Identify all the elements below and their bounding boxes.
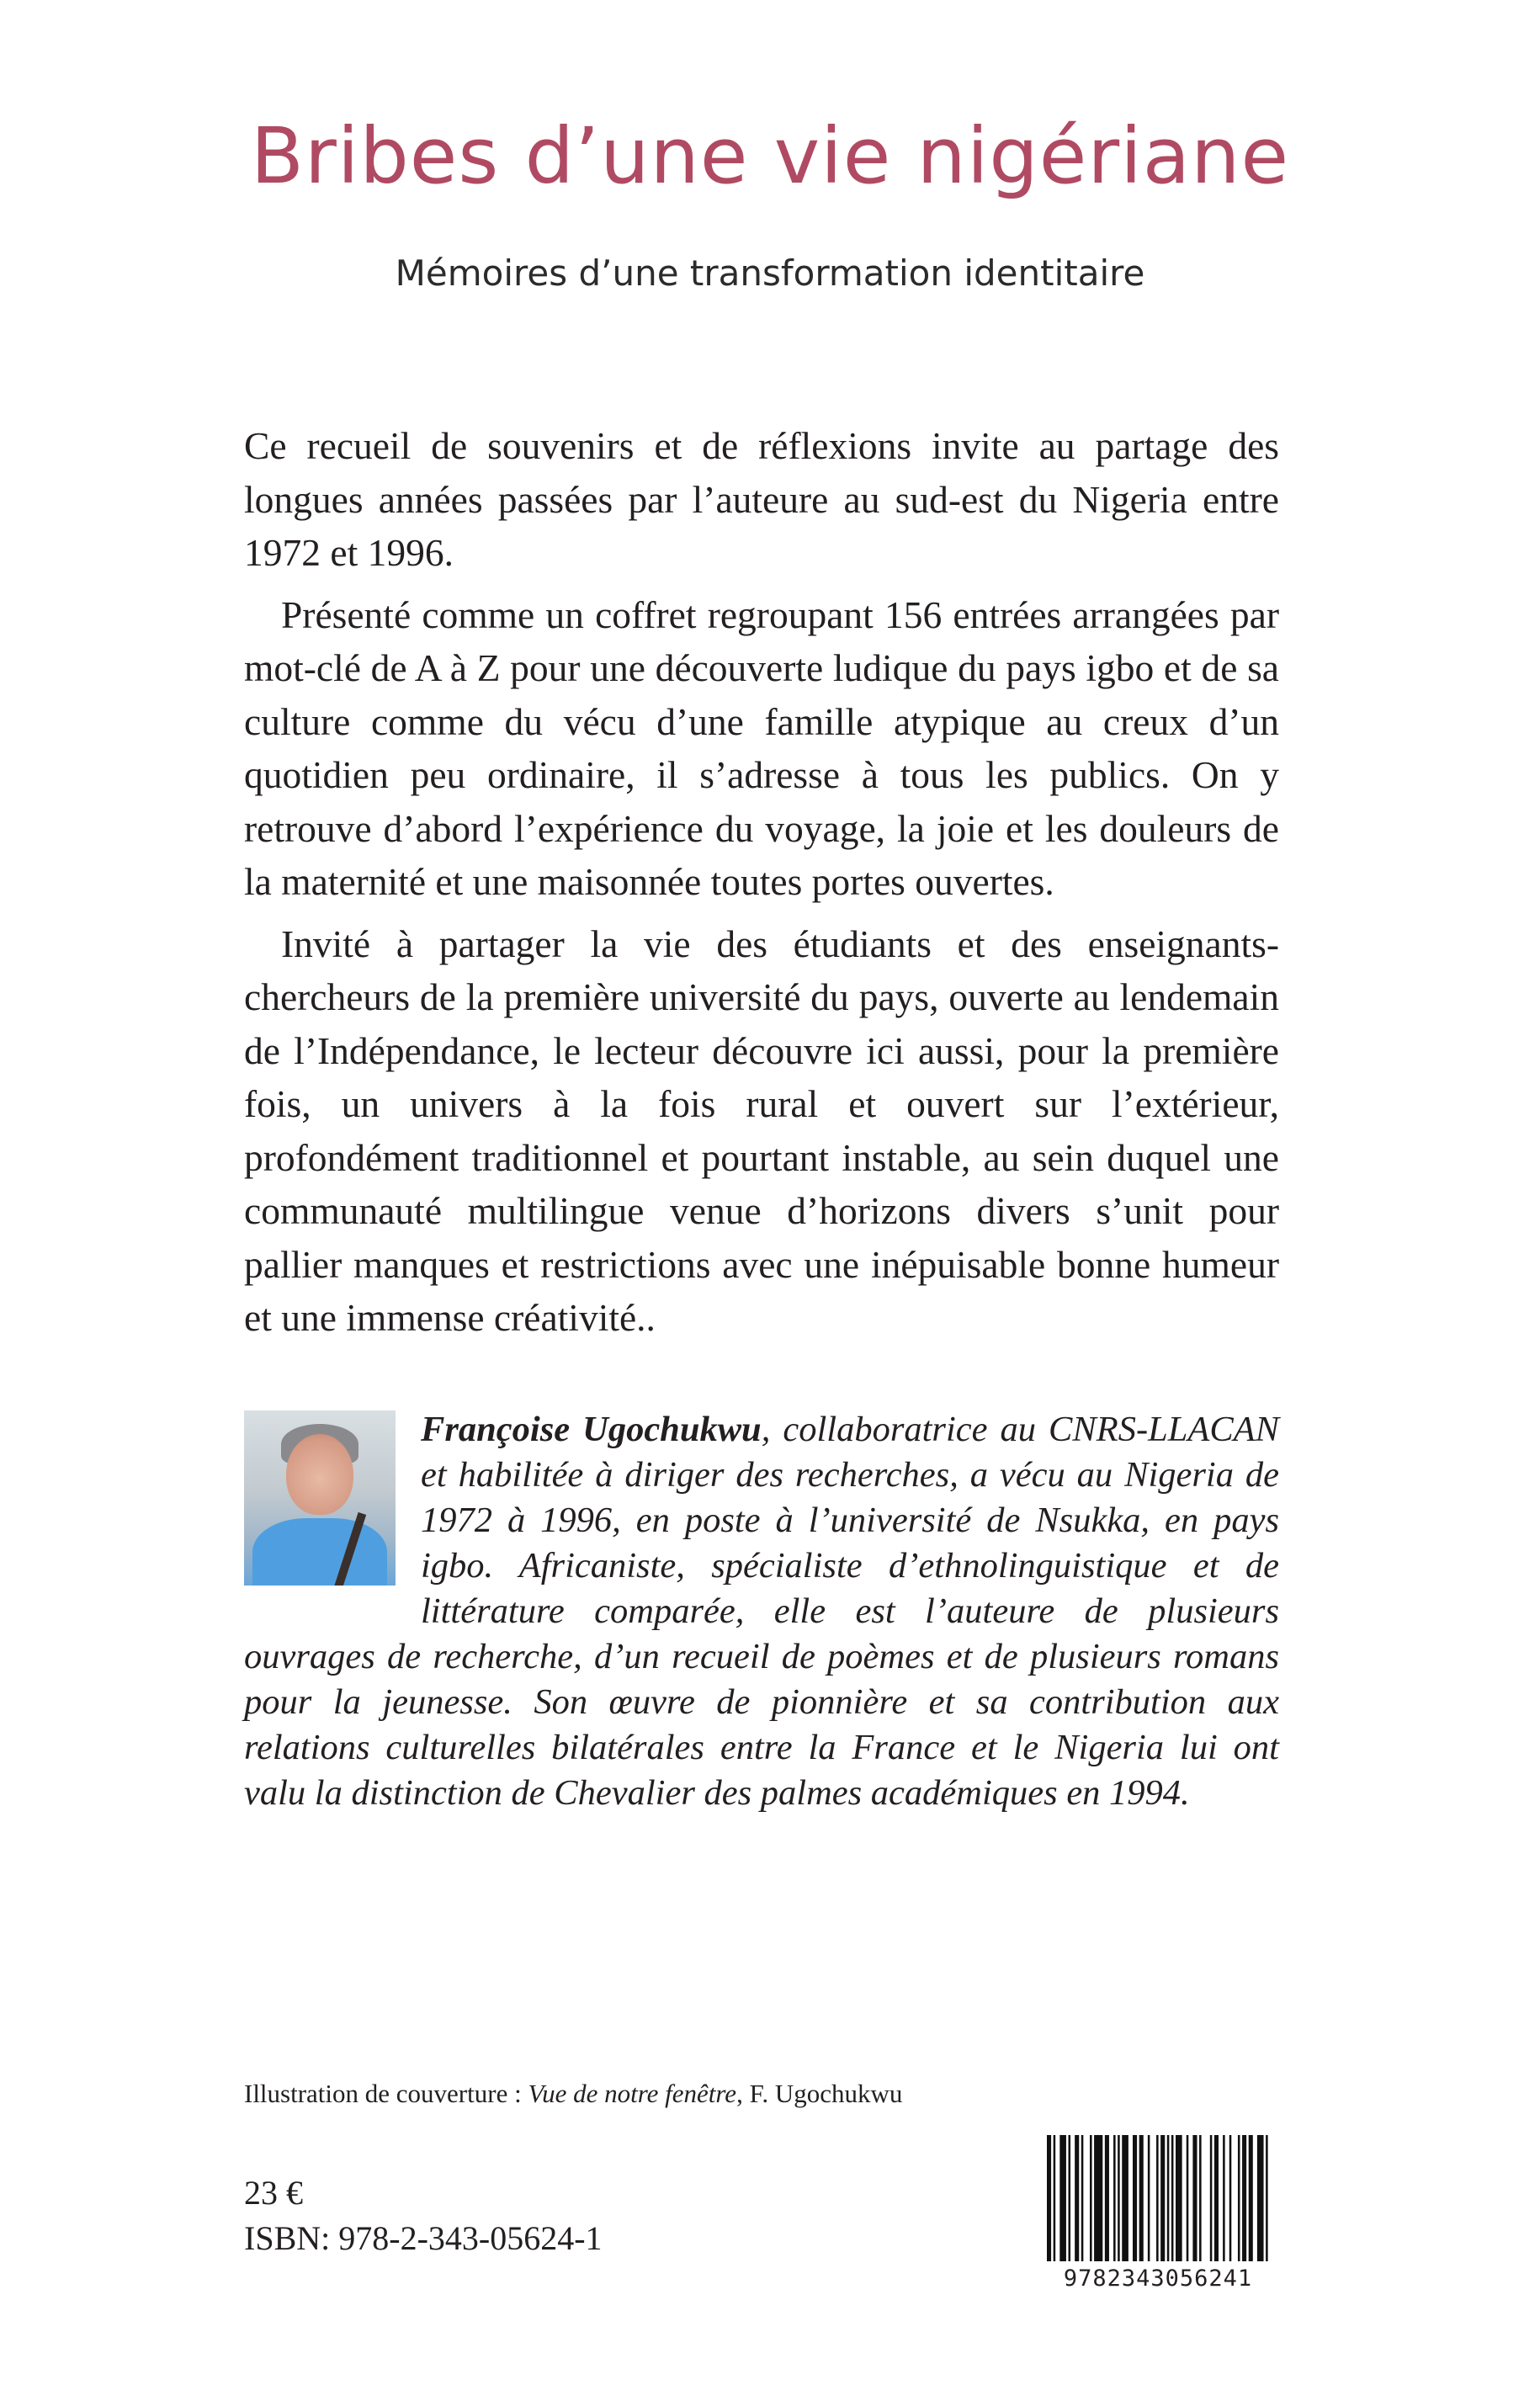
barcode-bar: [1176, 2135, 1182, 2261]
barcode-bar: [1075, 2135, 1079, 2261]
author-name: Françoise Ugochukwu: [421, 1410, 762, 1449]
barcode-bar: [1105, 2135, 1109, 2261]
price: 23 €: [244, 2174, 303, 2212]
blurb: [244, 419, 1279, 1353]
book-title: Bribes d’une vie nigériane: [250, 111, 1290, 201]
barcode-bar: [1167, 2135, 1170, 2261]
credit-label: Illustration de couverture :: [244, 2079, 528, 2108]
credit-work: Vue de notre fenêtre: [528, 2079, 737, 2108]
barcode-bar: [1081, 2135, 1084, 2261]
barcode-number: 9782343056241: [1063, 2265, 1253, 2292]
barcode-bar: [1223, 2135, 1225, 2261]
barcode-bar: [1133, 2135, 1137, 2261]
barcode-bar: [1187, 2135, 1189, 2261]
barcode-bar: [1160, 2135, 1165, 2261]
barcode-bar: [1054, 2135, 1056, 2261]
isbn: ISBN: 978-2-343-05624-1: [244, 2219, 603, 2257]
barcode-bar: [1118, 2135, 1120, 2261]
author-bio-text: , collaboratrice au CNRS-LLACAN et habilitée à diriger des recherches, a vécu au Nigeria de 1972 à 1996, en poste à l’université de Nsukka, en pays igbo. Africaniste, spécialiste d’ethnolinguistique et de littérature comparée, elle est l’auteure de plusieurs ouvrages de recherche, d’un recueil de poèmes et de plusieurs romans pour la jeunesse. Son œuvre de pionnière et sa contribution aux relations culturelles bilatérales entre la France et le Nigeria lui ont valu la distinction de Chevalier des palmes académiques en 1994.: [244, 1410, 1279, 1813]
author-bio-section: [244, 1407, 1279, 1816]
barcode-bar: [1122, 2135, 1128, 2261]
barcode-bar: [1257, 2135, 1264, 2261]
barcode-bar: [1148, 2135, 1150, 2261]
barcode-bar: [1266, 2135, 1268, 2261]
barcode-bar: [1090, 2135, 1092, 2261]
barcode-bar: [1210, 2135, 1213, 2261]
barcode-bar: [1059, 2135, 1066, 2261]
author-bio: [244, 1407, 1279, 1816]
credit-author: , F. Ugochukwu: [736, 2079, 903, 2108]
blurb-paragraph-2: Présenté comme un coffret regroupant 156 entrées arrangées par mot-clé de A à Z pour une découverte ludique du pays igbo et de sa culture comme du vécu d’une famille atypique au creux d’un quotidien peu ordinaire, il s’adresse à tous les publics. On y retrouve d’abord l’expérience du voyage, la joie et les douleurs de la maternité et une maisonnée toutes portes ouvertes.: [244, 592, 1279, 903]
barcode-bar: [1229, 2135, 1232, 2261]
blurb-paragraph-1: Ce recueil de souvenirs et de réflexions invite au partage des longues années passées par l’auteure au sud-est du Nigeria entre 1972 et 1996.: [244, 424, 1279, 574]
barcode-bar: [1199, 2135, 1202, 2261]
barcode-bar: [1113, 2135, 1116, 2261]
book-subtitle: Mémoires d’une transformation identitaire: [395, 252, 1145, 294]
barcode-icon: [1042, 2135, 1274, 2270]
barcode-bar: [1156, 2135, 1159, 2261]
barcode-bar: [1171, 2135, 1174, 2261]
barcode-bar: [1192, 2135, 1197, 2261]
barcode-bar: [1047, 2135, 1051, 2261]
blurb-paragraph-3: Invité à partager la vie des étudiants et des enseignants-chercheurs de la première université du pays, ouverte au lendemain de l’Indépendance, le lecteur découvre ici aussi, pour la première fois, un univers à la fois rural et ouvert sur l’extérieur, profondément traditionnel et pourtant instable, au sein duquel une communauté multilingue venue d’horizons divers s’unit pour pallier manques et restrictions avec une inépuisable bonne humeur et une immense créativité..: [244, 922, 1279, 1339]
barcode-bar: [1214, 2135, 1219, 2261]
barcode-bar: [1094, 2135, 1102, 2261]
barcode-bars: [1042, 2135, 1274, 2270]
author-photo: [244, 1410, 396, 1586]
barcode-bar: [1238, 2135, 1240, 2261]
barcode-bar: [1139, 2135, 1144, 2261]
cover-credit: [244, 2079, 902, 2109]
barcode-bar: [1242, 2135, 1246, 2261]
barcode-bar: [1249, 2135, 1253, 2261]
barcode-bar: [1069, 2135, 1071, 2261]
